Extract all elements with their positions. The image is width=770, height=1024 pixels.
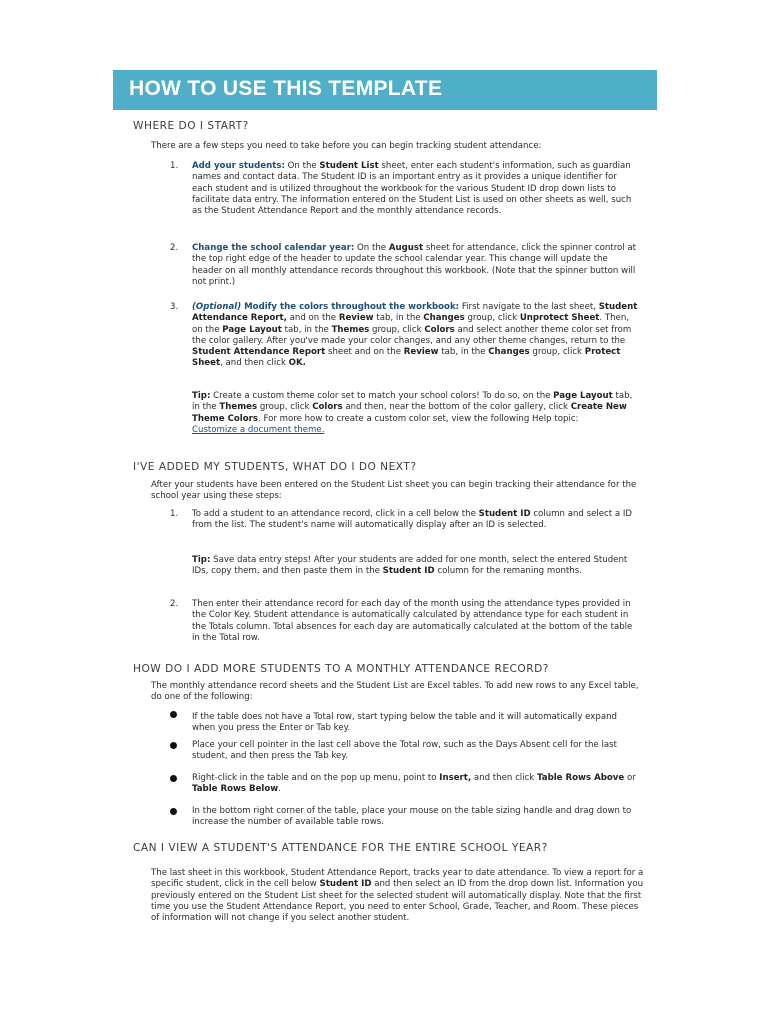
next-intro: After your students have been entered on the Student List sheet you can begin tracking their attendance for the school year using these steps: [151,480,637,502]
text: sheet and on the [325,347,404,358]
page-title: HOW TO USE THIS TEMPLATE [129,77,443,100]
bold-text: Page Layout [222,324,282,335]
text: Create a custom theme color set to match your school colors! To do so, on the [210,391,554,401]
text: and then click [471,773,538,783]
title-banner [113,70,657,110]
help-topic-link[interactable]: Customize a document theme. [192,424,325,435]
text: First navigate to the last sheet, [459,302,599,312]
heading-where-do-i-start: WHERE DO I START? [133,120,249,132]
bold-text: Protect Sheet [192,347,621,369]
text: and select another theme color set from the color gallery. After you've made your color changes, and any other theme changes, return to the [192,324,632,346]
heading-entire-school-year: CAN I VIEW A STUDENT'S ATTENDANCE FOR THE ENTIRE SCHOOL YEAR? [133,842,548,854]
bold-text: Colors [424,324,455,335]
text: . Then, on the [192,313,630,335]
text: and then, near the bottom of the color gallery, click [342,402,571,413]
text: Right-click in the table and on the pop up menu, point to [192,773,440,783]
text: column and select a ID from the list. The student's name will automatically display after an ID is selected. [192,509,633,531]
bold-text: Create New Theme Colors [192,402,627,424]
bold-text: Table Rows Below [192,784,279,795]
step-number: 1. [170,509,179,519]
bold-text: Insert, [439,773,472,783]
step-lead: Add your students: [192,161,285,171]
bold-text: Student ID [319,879,372,890]
next-step-2: Then enter their attendance record for each day of the month using the attendance types provided in the Color Key. Student attendance is automatically calculated by attendance type for each student in the Totals column. Total absences for each day are automatically calculated at the bottom of the table in the Total row. [192,599,633,643]
text: . For more how to create a custom color set, view the following Help topic: [258,413,579,424]
text: group, click [257,402,313,413]
start-step-1 [192,161,640,217]
text: On the [354,243,389,253]
text: . [278,784,281,795]
bold-text: Unprotect Sheet [519,313,600,324]
text: sheet for attendance, click the spinner control at the top right edge of the header to update the school calendar year. This change will update the header on all monthly attendance records throughout this workbook. (Note that the spinner button will not print.) [192,243,637,287]
start-tip [192,391,640,436]
bullet-icon [170,775,177,782]
text: To add a student to an attendance record, click in a cell below the [192,509,479,519]
bold-text: Student Attendance Report [192,347,326,358]
start-intro: There are a few steps you need to take before you can begin tracking student attendance: [151,141,542,151]
bold-text: Changes [488,347,530,358]
text: The last sheet in this workbook, Student Attendance Report, tracks year to date attendance. To view a report for a specific student, click in the cell below [151,868,644,890]
bullet-icon [170,742,177,749]
bold-text: Student ID [478,509,531,519]
text: or [624,773,636,783]
more-bullet-1: If the table does not have a Total row, start typing below the table and it will automatically expand when you press the Enter or Tab key. [192,712,617,734]
more-bullet-4: In the bottom right corner of the table, place your mouse on the table sizing handle and drag down to increase the number of available table rows. [192,806,632,828]
next-tip [192,555,640,578]
bold-text: August [388,243,424,253]
bullet-icon [170,808,177,815]
bullet-icon [170,711,177,718]
text: tab, in the [373,313,424,324]
text: group, click [529,347,585,358]
year-paragraph [151,868,646,924]
bold-text: Themes [331,324,370,335]
text: and on the [286,313,339,324]
bold-text: Table Rows Above [537,773,625,783]
text: Save data entry steps! After your students are added for one month, select the entered Student IDs, copy them, and then paste them in the [192,555,628,577]
heading-what-next: I'VE ADDED MY STUDENTS, WHAT DO I DO NEXT? [133,461,417,473]
bold-text: Changes [423,313,465,324]
bold-text: Themes [219,402,258,413]
heading-add-more-students: HOW DO I ADD MORE STUDENTS TO A MONTHLY ATTENDANCE RECORD? [133,663,549,675]
text: tab, in the [281,324,332,335]
bold-text: Page Layout [553,391,613,401]
text: and then select an ID from the drop down list. Information you previously entered on the Student List sheet for the selected student will automatically display. Note that the first time you use the Student Attendance Report, you need to enter School, Grade, Teacher, and Room. These pieces of information will not change if you select another student. [151,879,644,924]
more-intro: The monthly attendance record sheets and the Student List are Excel tables. To add new rows to any Excel table, do one of the following: [151,681,639,703]
text: sheet, enter each student's information, such as guardian names and contact data. The Student ID is an important entry as it provides a unique identifier for each student and is utilized throughout the workbook for the various Student ID drop down lists to facilitate data entry. The information entered on the Student List is used on other sheets as well, such as the Student Attendance Report and the monthly attendance records. [192,161,632,217]
start-step-2 [192,243,640,288]
text: column for the remaning months. [434,566,582,577]
text: On the [284,161,320,171]
bold-text: Student ID [382,566,435,577]
text: group, click [369,324,425,335]
tip-label: Tip: [192,555,211,565]
step-number: 2. [170,243,179,253]
step-lead: Modify the colors throughout the workbook: [241,302,460,312]
more-bullet-2: Place your cell pointer in the last cell above the Total row, such as the Days Absent cell for the last student, and then press the Tab key. [192,740,617,762]
bold-text: Review [338,313,374,324]
optional-label: (Optional) [192,302,242,312]
text: tab, in the [438,347,489,358]
next-step-1 [192,509,640,532]
more-bullet-3 [192,773,640,796]
bold-text: OK. [288,358,306,369]
bold-text: Review [403,347,439,358]
bold-text: Colors [312,402,343,413]
text: tab, in the [192,391,633,413]
step-number: 3. [170,302,179,312]
bold-text: Student Attendance Report, [192,302,638,324]
step-number: 2. [170,599,179,609]
step-number: 1. [170,161,179,171]
step-lead: Change the school calendar year: [192,243,355,253]
text: , and then click [220,358,289,369]
bold-text: Student List [319,161,379,171]
tip-label: Tip: [192,391,211,401]
text: group, click [464,313,520,324]
start-step-3 [192,302,640,370]
